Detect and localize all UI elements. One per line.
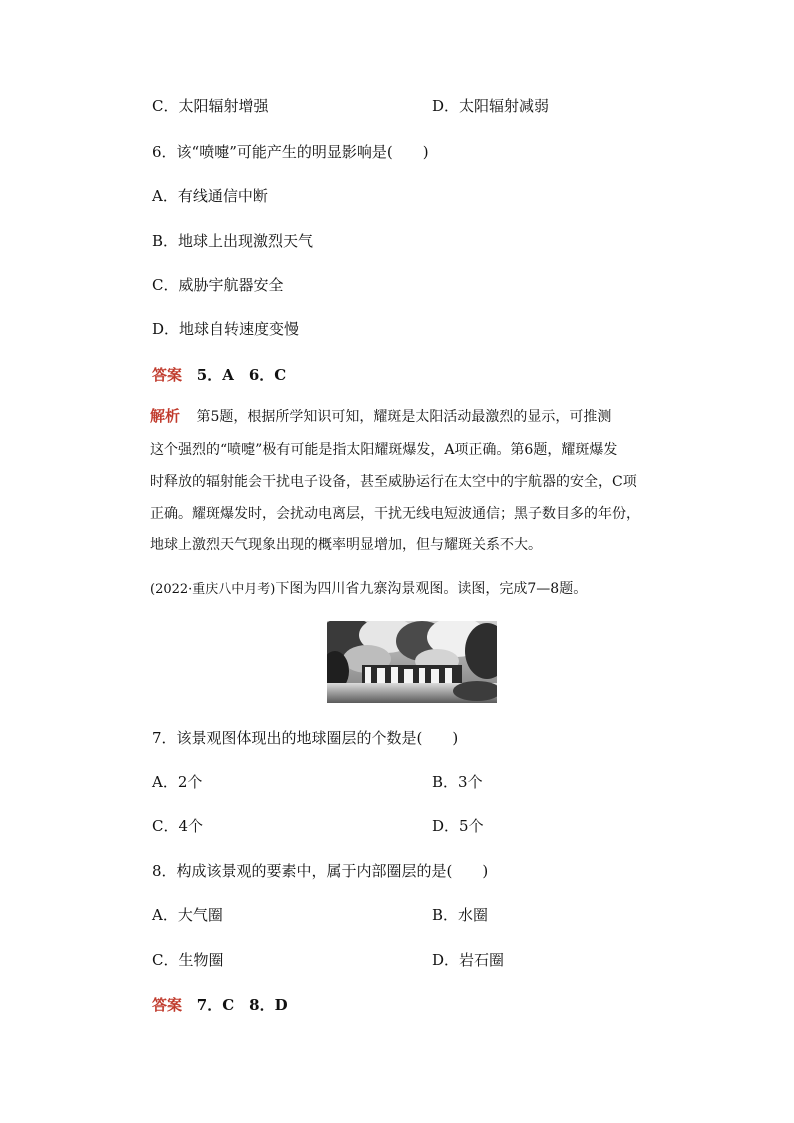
q7-option-c: C．4个 [152, 817, 204, 835]
q7-option-a: A．2个 [152, 773, 203, 791]
q8-option-d: D．岩石圈 [432, 951, 505, 969]
q6-stem: 6．该“喷嚏”可能产生的明显影响是( ) [152, 143, 429, 161]
answer-block-2 [152, 995, 288, 1015]
jiuzhaigou-waterfall-photo [327, 621, 497, 703]
analysis-line-4: 正确。耀斑爆发时，会扰动电离层，干扰无线电短波通信；黑子数目多的年份， [150, 506, 640, 522]
q7-stem: 7．该景观图体现出的地球圈层的个数是( ) [152, 729, 459, 747]
answer-block-1 [152, 365, 286, 385]
answer-text: 7．C 8．D [196, 996, 288, 1014]
q6-option-d: D．地球自转速度变慢 [152, 320, 300, 338]
analysis-line-5: 地球上激烈天气现象出现的概率明显增加，但与耀斑关系不大。 [150, 537, 542, 553]
q6-option-b: B．地球上出现激烈天气 [152, 232, 314, 250]
q8-option-c: C．生物圈 [152, 951, 224, 969]
analysis-line-1 [150, 406, 611, 427]
q6-option-c: C．威胁宇航器安全 [152, 276, 284, 294]
answer-label: 答案 [152, 366, 183, 384]
analysis-text: 第5题，根据所学知识可知，耀斑是太阳活动最激烈的显示，可推测 [196, 409, 612, 425]
q8-option-b: B．水圈 [432, 906, 489, 924]
answer-text: 5．A 6．C [196, 366, 287, 384]
intro-source: (2022·重庆八中月考) [150, 582, 276, 597]
q8-stem: 8．构成该景观的要素中，属于内部圈层的是( ) [152, 862, 489, 880]
q6-option-a: A．有线通信中断 [152, 187, 268, 205]
intro-line [150, 578, 587, 600]
q7-option-d: D．5个 [432, 817, 484, 835]
analysis-line-2: 这个强烈的“喷嚏”极有可能是指太阳耀斑爆发，A项正确。第6题，耀斑爆发 [150, 442, 618, 458]
analysis-line-3: 时释放的辐射能会干扰电子设备，甚至威胁运行在太空中的宇航器的安全，C项 [150, 474, 637, 490]
q7-option-b: B．3个 [432, 773, 483, 791]
q5-option-d: D．太阳辐射减弱 [432, 97, 550, 115]
q8-option-a: A．大气圈 [152, 906, 223, 924]
intro-text: 下图为四川省九寨沟景观图。读图，完成7—8题。 [275, 581, 588, 597]
answer-label: 答案 [152, 996, 183, 1014]
q5-option-c: C．太阳辐射增强 [152, 97, 269, 115]
analysis-label: 解析 [150, 407, 181, 425]
